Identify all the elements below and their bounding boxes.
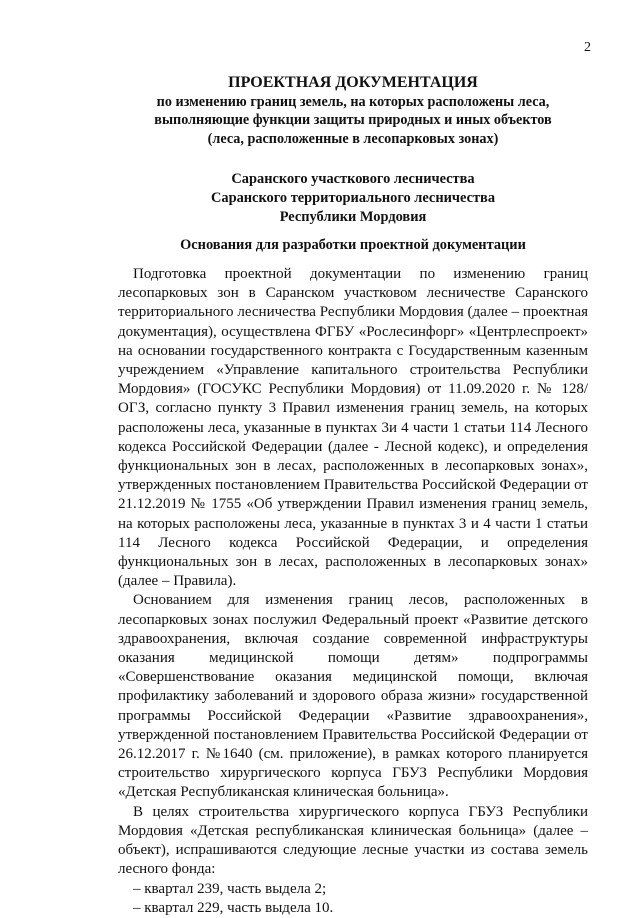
title-main: ПРОЕКТНАЯ ДОКУМЕНТАЦИЯ [228,74,478,91]
document-body [118,265,588,918]
list-item: – квартал 229, часть выдела 10. [133,899,334,916]
organization-block [118,170,588,227]
organization-line: Саранского участкового лесничества [231,171,475,187]
organization-line: Саранского территориального лесничества [210,190,496,206]
body-paragraph: В целях строительства хирургического корпуса ГБУЗ Республики Мордовия «Детская республиканская клиническая больница» (далее – объект), испрашиваются следующие лесные участки из состава земель лесного фонда: [118,803,588,878]
list-item: – квартал 239, часть выдела 2; [133,880,327,897]
page-number: 2 [584,40,591,55]
title-line: (леса, расположенные в лесопарковых зонах) [207,130,499,147]
body-paragraph: Основанием для изменения границ лесов, расположенных в лесопарковых зонах послужил Федеральный проект «Развитие детского здравоохранения, включая создание современной инфраструктуры оказания медицинской помощи детям» подпрограммы «Совершенствование оказания медицинской помощи, включая профилактику заболеваний и здорового образа жизни» государственной программы Российской Федерации «Развитие здравоохранения», утвержденной постановлением Правительства Российской Федерации от 26.12.2017 г. №1640 (см. приложение), в рамках которого планируется строительство хирургического корпуса ГБУЗ Республики Мордовия «Детская Республиканская клиническая больница». [118,592,588,801]
title-line: выполняющие функции защиты природных и иных объектов [154,112,552,128]
section-heading: Основания для разработки проектной документации [180,237,526,253]
organization-line: Республики Мордовия [279,209,427,225]
document-title [118,74,588,148]
body-paragraph: Подготовка проектной документации по изменению границ лесопарковых зон в Саранском участковом лесничестве Саранского территориального лесничества Республики Мордовия (далее – проектная документация), осуществлена ФГБУ «Рослесинфорг» «Центрлеспроект» на основании государственного контракта с Государственным казенным учреждением «Управление капитального строительства Республики Мордовия» (ГОСУКС Республики Мордовия) от 11.09.2020 г. № 128/ОГЗ, согласно пункту 3 Правил изменения границ земель, на которых расположены леса, указанные в пунктах 3и 4 части 1 статьи 114 Лесного кодекса Российской Федерации (далее - Лесной кодекс), и определения функциональных зон в лесах, расположенных в лесопарковых зонах», утвержденных постановлением Правительства Российской Федерации от 21.12.2019 № 1755 «Об утверждении Правил изменения границ земель, на которых расположены леса, указанные в пунктах 3 и 4 части 1 статьи 114 Лесного кодекса Российской Федерации, и определения функциональных зон в лесах, расположенных в лесопарковых зонах» (далее – Правила). [118,266,588,590]
forest-plot-list [118,880,588,918]
title-line: по изменению границ земель, на которых расположены леса, [156,93,550,110]
